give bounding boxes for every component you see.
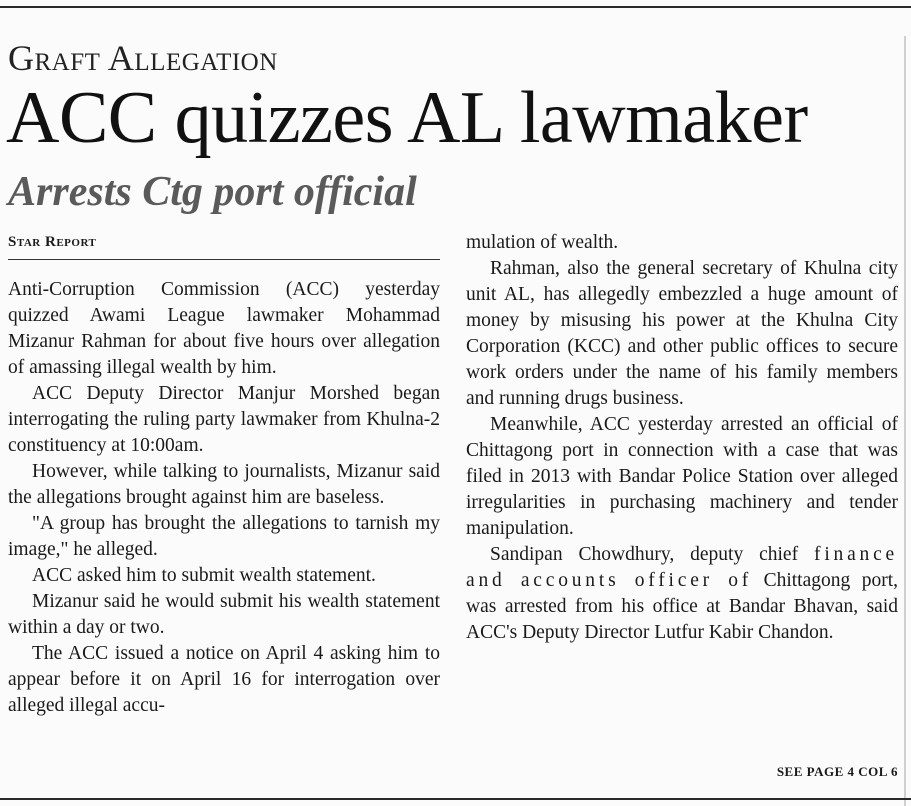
- kicker: Graft Allegation: [8, 38, 278, 78]
- paragraph: ACC asked him to submit wealth statement.: [32, 565, 376, 586]
- column-left: [8, 277, 440, 719]
- paragraph-rest: Chittagong port, was arrested from his office at Bandar Bhavan, said ACC's Deputy Director Lutfur Kabir Chandon.: [466, 570, 898, 643]
- byline: Star Report: [8, 234, 97, 250]
- subheadline: Arrests Ctg port official: [8, 169, 417, 215]
- paragraph: However, while talking to journalists, Mizanur said the allegations brought against him are baseless.: [8, 461, 440, 508]
- column-right: [466, 230, 898, 646]
- byline-rule: [8, 259, 440, 260]
- column-edge: [904, 36, 906, 806]
- paragraph: [466, 542, 898, 646]
- paragraph: The ACC issued a notice on April 4 asking him to appear before it on April 16 for interrogation over alleged illegal accu-: [8, 643, 440, 716]
- top-rule: [0, 6, 911, 8]
- paragraph: Rahman, also the general secretary of Khulna city unit AL, has allegedly embezzled a huge amount of money by misusing his power at the Khulna City Corporation (KCC) and other public offices to secure work orders under the name of his family members and running drugs business.: [466, 258, 898, 409]
- paragraph: Anti-Corruption Commission (ACC) yesterday quizzed Awami League lawmaker Mohammad Mizanur Rahman for about five hours over allegation of amassing illegal wealth by him.: [8, 279, 440, 378]
- paragraph: "A group has brought the allegations to tarnish my image," he alleged.: [8, 513, 440, 560]
- paragraph: ACC Deputy Director Manjur Morshed began interrogating the ruling party lawmaker from Khulna-2 constituency at 10:00am.: [8, 383, 440, 456]
- paragraph-spaced-line: finance and accounts officer of: [466, 544, 899, 591]
- paragraph: Mizanur said he would submit his wealth statement within a day or two.: [8, 591, 440, 638]
- jump-line: SEE PAGE 4 COL 6: [776, 764, 898, 779]
- paragraph-start: Sandipan Chowdhury, deputy chief: [490, 544, 799, 565]
- paragraph-continuation: mulation of wealth.: [466, 232, 619, 253]
- paragraph: Meanwhile, ACC yesterday arrested an official of Chittagong port in connection with a case that was filed in 2013 with Bandar Police Station over alleged irregularities in purchasing machinery and tender manipulation.: [466, 414, 898, 539]
- bottom-rule: [0, 798, 911, 800]
- headline: ACC quizzes AL lawmaker: [6, 77, 808, 159]
